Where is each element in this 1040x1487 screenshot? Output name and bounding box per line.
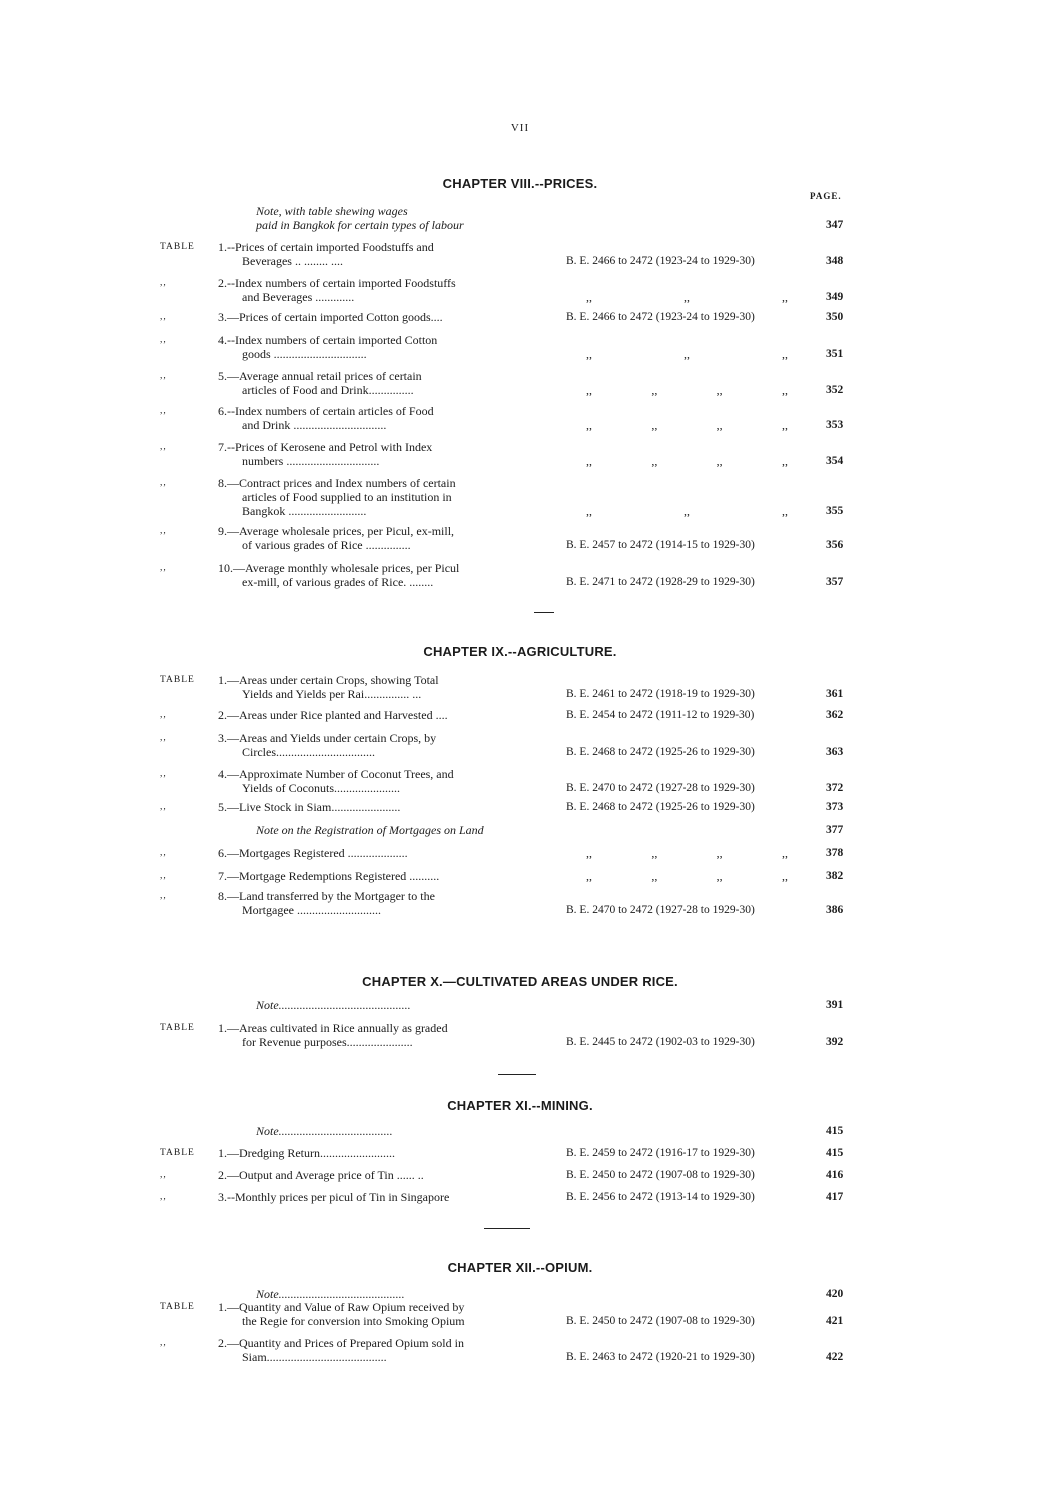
- chapter-title: CHAPTER XI.--MINING.: [447, 1098, 593, 1113]
- entry-line: 4.—Approximate Number of Coconut Trees, and: [218, 767, 454, 781]
- ditto-mark: ,,: [684, 504, 690, 518]
- section-divider: [534, 612, 554, 613]
- entry-line: the Regie for conversion into Smoking Opium: [242, 1314, 465, 1328]
- ditto-mark: ,,: [586, 383, 592, 397]
- ditto-mark: ,,: [716, 383, 723, 397]
- table-label: TABLE: [160, 242, 195, 252]
- ditto-marks: [566, 869, 806, 883]
- entry-description: [218, 823, 530, 837]
- entry-line: Beverages .. ........ ....: [242, 254, 343, 268]
- ditto-mark: ,,: [781, 454, 788, 468]
- ditto-mark: ,,: [781, 846, 788, 860]
- ditto-mark: ,,: [782, 504, 788, 518]
- table-label: TABLE: [160, 1023, 195, 1033]
- table-label: ,,: [160, 442, 167, 452]
- page-ref: 378: [826, 847, 844, 859]
- page-ref: 354: [826, 455, 844, 467]
- page-ref: 353: [826, 419, 844, 431]
- entry-period: B. E. 2466 to 2472 (1923-24 to 1929-30): [566, 311, 755, 323]
- entry-description: [218, 1021, 530, 1049]
- entry-description: [218, 476, 530, 518]
- table-label: ,,: [160, 371, 167, 381]
- entry-description: [218, 310, 530, 324]
- ditto-mark: ,,: [651, 383, 658, 397]
- entry-description: [218, 1336, 530, 1364]
- page-column-label: PAGE.: [810, 191, 842, 201]
- page-ref: 356: [826, 539, 844, 551]
- ditto-mark: ,,: [651, 454, 658, 468]
- entry-line: 7.--Prices of Kerosene and Petrol with Index: [218, 440, 433, 454]
- page-ref: 351: [826, 348, 844, 360]
- table-label: ,,: [160, 733, 167, 743]
- ditto-marks: [566, 290, 806, 304]
- entry-period: B. E. 2450 to 2472 (1907-08 to 1929-30): [566, 1315, 755, 1327]
- entry-line: Note on the Registration of Mortgages on Land: [256, 823, 484, 837]
- page-ref: 347: [826, 219, 844, 231]
- ditto-mark: ,,: [782, 347, 788, 361]
- table-label: ,,: [160, 802, 167, 812]
- page-ref: 372: [826, 782, 844, 794]
- entry-period: B. E. 2459 to 2472 (1916-17 to 1929-30): [566, 1147, 755, 1159]
- entry-line: paid in Bangkok for certain types of labour: [256, 218, 464, 232]
- entry-period: B. E. 2466 to 2472 (1923-24 to 1929-30): [566, 255, 755, 267]
- ditto-mark: ,,: [586, 290, 592, 304]
- entry-description: [218, 1300, 530, 1328]
- page-ref: 350: [826, 311, 844, 323]
- entry-description: [218, 1190, 530, 1204]
- ditto-marks: [566, 454, 806, 468]
- entry-period: B. E. 2445 to 2472 (1902-03 to 1929-30): [566, 1036, 755, 1048]
- ditto-mark: ,,: [586, 454, 592, 468]
- entry-line: numbers ...............................: [242, 454, 380, 468]
- ditto-mark: ,,: [781, 418, 788, 432]
- entry-line: 6.—Mortgages Registered ....................: [218, 846, 408, 860]
- page-ref: 415: [826, 1125, 844, 1137]
- chapter-title: CHAPTER X.—CULTIVATED AREAS UNDER RICE.: [362, 974, 678, 989]
- entry-line: 8.—Contract prices and Index numbers of certain: [218, 476, 456, 490]
- ditto-mark: ,,: [781, 869, 788, 883]
- entry-description: [218, 998, 530, 1012]
- ditto-mark: ,,: [651, 418, 658, 432]
- entry-description: [218, 846, 530, 860]
- entry-line: Yields and Yields per Rai............... ...: [242, 687, 422, 701]
- entry-line: 8.—Land transferred by the Mortgager to the: [218, 889, 435, 903]
- ditto-mark: ,,: [684, 290, 690, 304]
- table-label: ,,: [160, 1338, 167, 1348]
- entry-description: [218, 800, 530, 814]
- entry-line: articles of Food and Drink...............: [242, 383, 414, 397]
- entry-description: [218, 404, 530, 432]
- entry-line: 2.—Output and Average price of Tin ...... ..: [218, 1168, 424, 1182]
- table-label: ,,: [160, 335, 167, 345]
- section-divider: [484, 1228, 530, 1229]
- table-label: ,,: [160, 769, 167, 779]
- page-ref: 417: [826, 1191, 844, 1203]
- ditto-mark: ,,: [586, 504, 592, 518]
- ditto-mark: ,,: [586, 869, 592, 883]
- entry-line: 5.—Live Stock in Siam.......................: [218, 800, 401, 814]
- entry-line: Yields of Coconuts......................: [242, 781, 400, 795]
- page-ref: 382: [826, 870, 844, 882]
- table-label: ,,: [160, 312, 167, 322]
- entry-line: 1.--Prices of certain imported Foodstuffs and: [218, 240, 434, 254]
- chapter-title: CHAPTER XII.--OPIUM.: [447, 1260, 593, 1275]
- ditto-marks: [566, 846, 806, 860]
- entry-line: 1.—Dredging Return.........................: [218, 1146, 395, 1160]
- entry-description: [218, 440, 530, 468]
- entry-line: Mortgagee ............................: [242, 903, 381, 917]
- page-ref: 377: [826, 824, 844, 836]
- entry-line: Note, with table shewing wages: [256, 204, 408, 218]
- entry-description: [218, 673, 530, 701]
- entry-line: Bangkok ..........................: [242, 504, 367, 518]
- ditto-mark: ,,: [716, 869, 723, 883]
- table-label: ,,: [160, 871, 167, 881]
- entry-description: [218, 869, 530, 883]
- entry-period: B. E. 2471 to 2472 (1928-29 to 1929-30): [566, 576, 755, 588]
- page-ref: 391: [826, 999, 844, 1011]
- ditto-mark: ,,: [716, 846, 723, 860]
- entry-description: [218, 767, 530, 795]
- ditto-mark: ,,: [586, 347, 592, 361]
- entry-line: 3.--Monthly prices per picul of Tin in Singapore: [218, 1190, 450, 1204]
- page-ref: 392: [826, 1036, 844, 1048]
- table-label: TABLE: [160, 1302, 195, 1312]
- page-ref: 352: [826, 384, 844, 396]
- entry-line: 3.—Areas and Yields under certain Crops, by: [218, 731, 437, 745]
- entry-period: B. E. 2456 to 2472 (1913-14 to 1929-30): [566, 1191, 755, 1203]
- entry-line: 2.—Areas under Rice planted and Harvested ....: [218, 708, 448, 722]
- entry-description: [218, 889, 530, 917]
- entry-line: Note..........................................: [256, 1287, 405, 1301]
- entry-description: [218, 561, 530, 589]
- entry-line: Siam........................................: [242, 1350, 387, 1364]
- entry-line: goods ...............................: [242, 347, 367, 361]
- table-label: ,,: [160, 406, 167, 416]
- entry-description: [218, 1124, 530, 1138]
- entry-line: Circles.................................: [242, 745, 375, 759]
- entry-period: B. E. 2461 to 2472 (1918-19 to 1929-30): [566, 688, 755, 700]
- table-label: ,,: [160, 278, 167, 288]
- ditto-marks: [566, 383, 806, 397]
- table-label: ,,: [160, 848, 167, 858]
- page-ref: 422: [826, 1351, 844, 1363]
- entry-period: B. E. 2470 to 2472 (1927-28 to 1929-30): [566, 904, 755, 916]
- entry-description: [218, 708, 530, 722]
- entry-line: 6.--Index numbers of certain articles of Food: [218, 404, 434, 418]
- entry-period: B. E. 2457 to 2472 (1914-15 to 1929-30): [566, 539, 755, 551]
- entry-period: B. E. 2450 to 2472 (1907-08 to 1929-30): [566, 1169, 755, 1181]
- table-label: ,,: [160, 891, 167, 901]
- ditto-marks: [566, 504, 806, 518]
- entry-line: 1.—Areas under certain Crops, showing Total: [218, 673, 439, 687]
- entry-description: [218, 276, 530, 304]
- ditto-mark: ,,: [684, 347, 690, 361]
- ditto-mark: ,,: [651, 869, 658, 883]
- ditto-mark: ,,: [716, 418, 723, 432]
- page-ref: 357: [826, 576, 844, 588]
- entry-period: B. E. 2470 to 2472 (1927-28 to 1929-30): [566, 782, 755, 794]
- entry-description: [218, 1287, 530, 1301]
- entry-line: 1.—Areas cultivated in Rice annually as graded: [218, 1021, 448, 1035]
- page-ref: 361: [826, 688, 844, 700]
- entry-period: B. E. 2468 to 2472 (1925-26 to 1929-30): [566, 746, 755, 758]
- entry-line: 9.—Average wholesale prices, per Picul, ex-mill,: [218, 524, 455, 538]
- entry-line: ex-mill, of various grades of Rice. ........: [242, 575, 434, 589]
- entry-description: [218, 240, 530, 268]
- entry-line: for Revenue purposes......................: [242, 1035, 413, 1049]
- page-ref: 420: [826, 1288, 844, 1300]
- ditto-mark: ,,: [782, 290, 788, 304]
- table-label: ,,: [160, 710, 167, 720]
- table-label: ,,: [160, 1192, 167, 1202]
- page-ref: 386: [826, 904, 844, 916]
- entry-description: [218, 731, 530, 759]
- page-ref: 349: [826, 291, 844, 303]
- entry-description: [218, 1146, 530, 1160]
- entry-line: 5.—Average annual retail prices of certain: [218, 369, 422, 383]
- ditto-marks: [566, 418, 806, 432]
- page-ref: 363: [826, 746, 844, 758]
- entry-line: and Beverages .............: [242, 290, 355, 304]
- entry-line: 7.—Mortgage Redemptions Registered ..........: [218, 869, 440, 883]
- ditto-marks: [566, 347, 806, 361]
- page-ref: 355: [826, 505, 844, 517]
- page-ref: 362: [826, 709, 844, 721]
- ditto-mark: ,,: [651, 846, 658, 860]
- entry-description: [218, 1168, 530, 1182]
- ditto-mark: ,,: [781, 383, 788, 397]
- table-label: ,,: [160, 478, 167, 488]
- entry-description: [218, 333, 530, 361]
- ditto-mark: ,,: [586, 846, 592, 860]
- page-number: VII: [510, 122, 530, 134]
- table-label: TABLE: [160, 1148, 195, 1158]
- page-ref: 373: [826, 801, 844, 813]
- entry-line: of various grades of Rice ...............: [242, 538, 411, 552]
- ditto-mark: ,,: [586, 418, 592, 432]
- page-ref: 421: [826, 1315, 844, 1327]
- entry-line: articles of Food supplied to an institution in: [242, 490, 452, 504]
- page-ref: 415: [826, 1147, 844, 1159]
- entry-period: B. E. 2454 to 2472 (1911-12 to 1929-30): [566, 709, 755, 721]
- table-label: ,,: [160, 563, 167, 573]
- entry-line: 10.—Average monthly wholesale prices, per Picul: [218, 561, 460, 575]
- entry-period: B. E. 2463 to 2472 (1920-21 to 1929-30): [566, 1351, 755, 1363]
- section-divider: [498, 1074, 536, 1075]
- table-label: ,,: [160, 1170, 167, 1180]
- entry-line: and Drink ...............................: [242, 418, 387, 432]
- page-ref: 416: [826, 1169, 844, 1181]
- entry-description: [218, 369, 530, 397]
- entry-period: B. E. 2468 to 2472 (1925-26 to 1929-30): [566, 801, 755, 813]
- table-label: TABLE: [160, 675, 195, 685]
- entry-description: [218, 524, 530, 552]
- ditto-mark: ,,: [716, 454, 723, 468]
- entry-line: 4.--Index numbers of certain imported Cotton: [218, 333, 438, 347]
- entry-line: 3.—Prices of certain imported Cotton goods....: [218, 310, 443, 324]
- entry-description: [218, 204, 530, 232]
- table-label: ,,: [160, 526, 167, 536]
- chapter-title: CHAPTER VIII.--PRICES.: [442, 176, 598, 191]
- entry-line: 2.--Index numbers of certain imported Foodstuffs: [218, 276, 456, 290]
- chapter-title: CHAPTER IX.--AGRICULTURE.: [423, 644, 617, 659]
- entry-line: Note......................................: [256, 1124, 393, 1138]
- entry-line: 2.—Quantity and Prices of Prepared Opium sold in: [218, 1336, 464, 1350]
- page-ref: 348: [826, 255, 844, 267]
- entry-line: Note............................................: [256, 998, 411, 1012]
- entry-line: 1.—Quantity and Value of Raw Opium received by: [218, 1300, 465, 1314]
